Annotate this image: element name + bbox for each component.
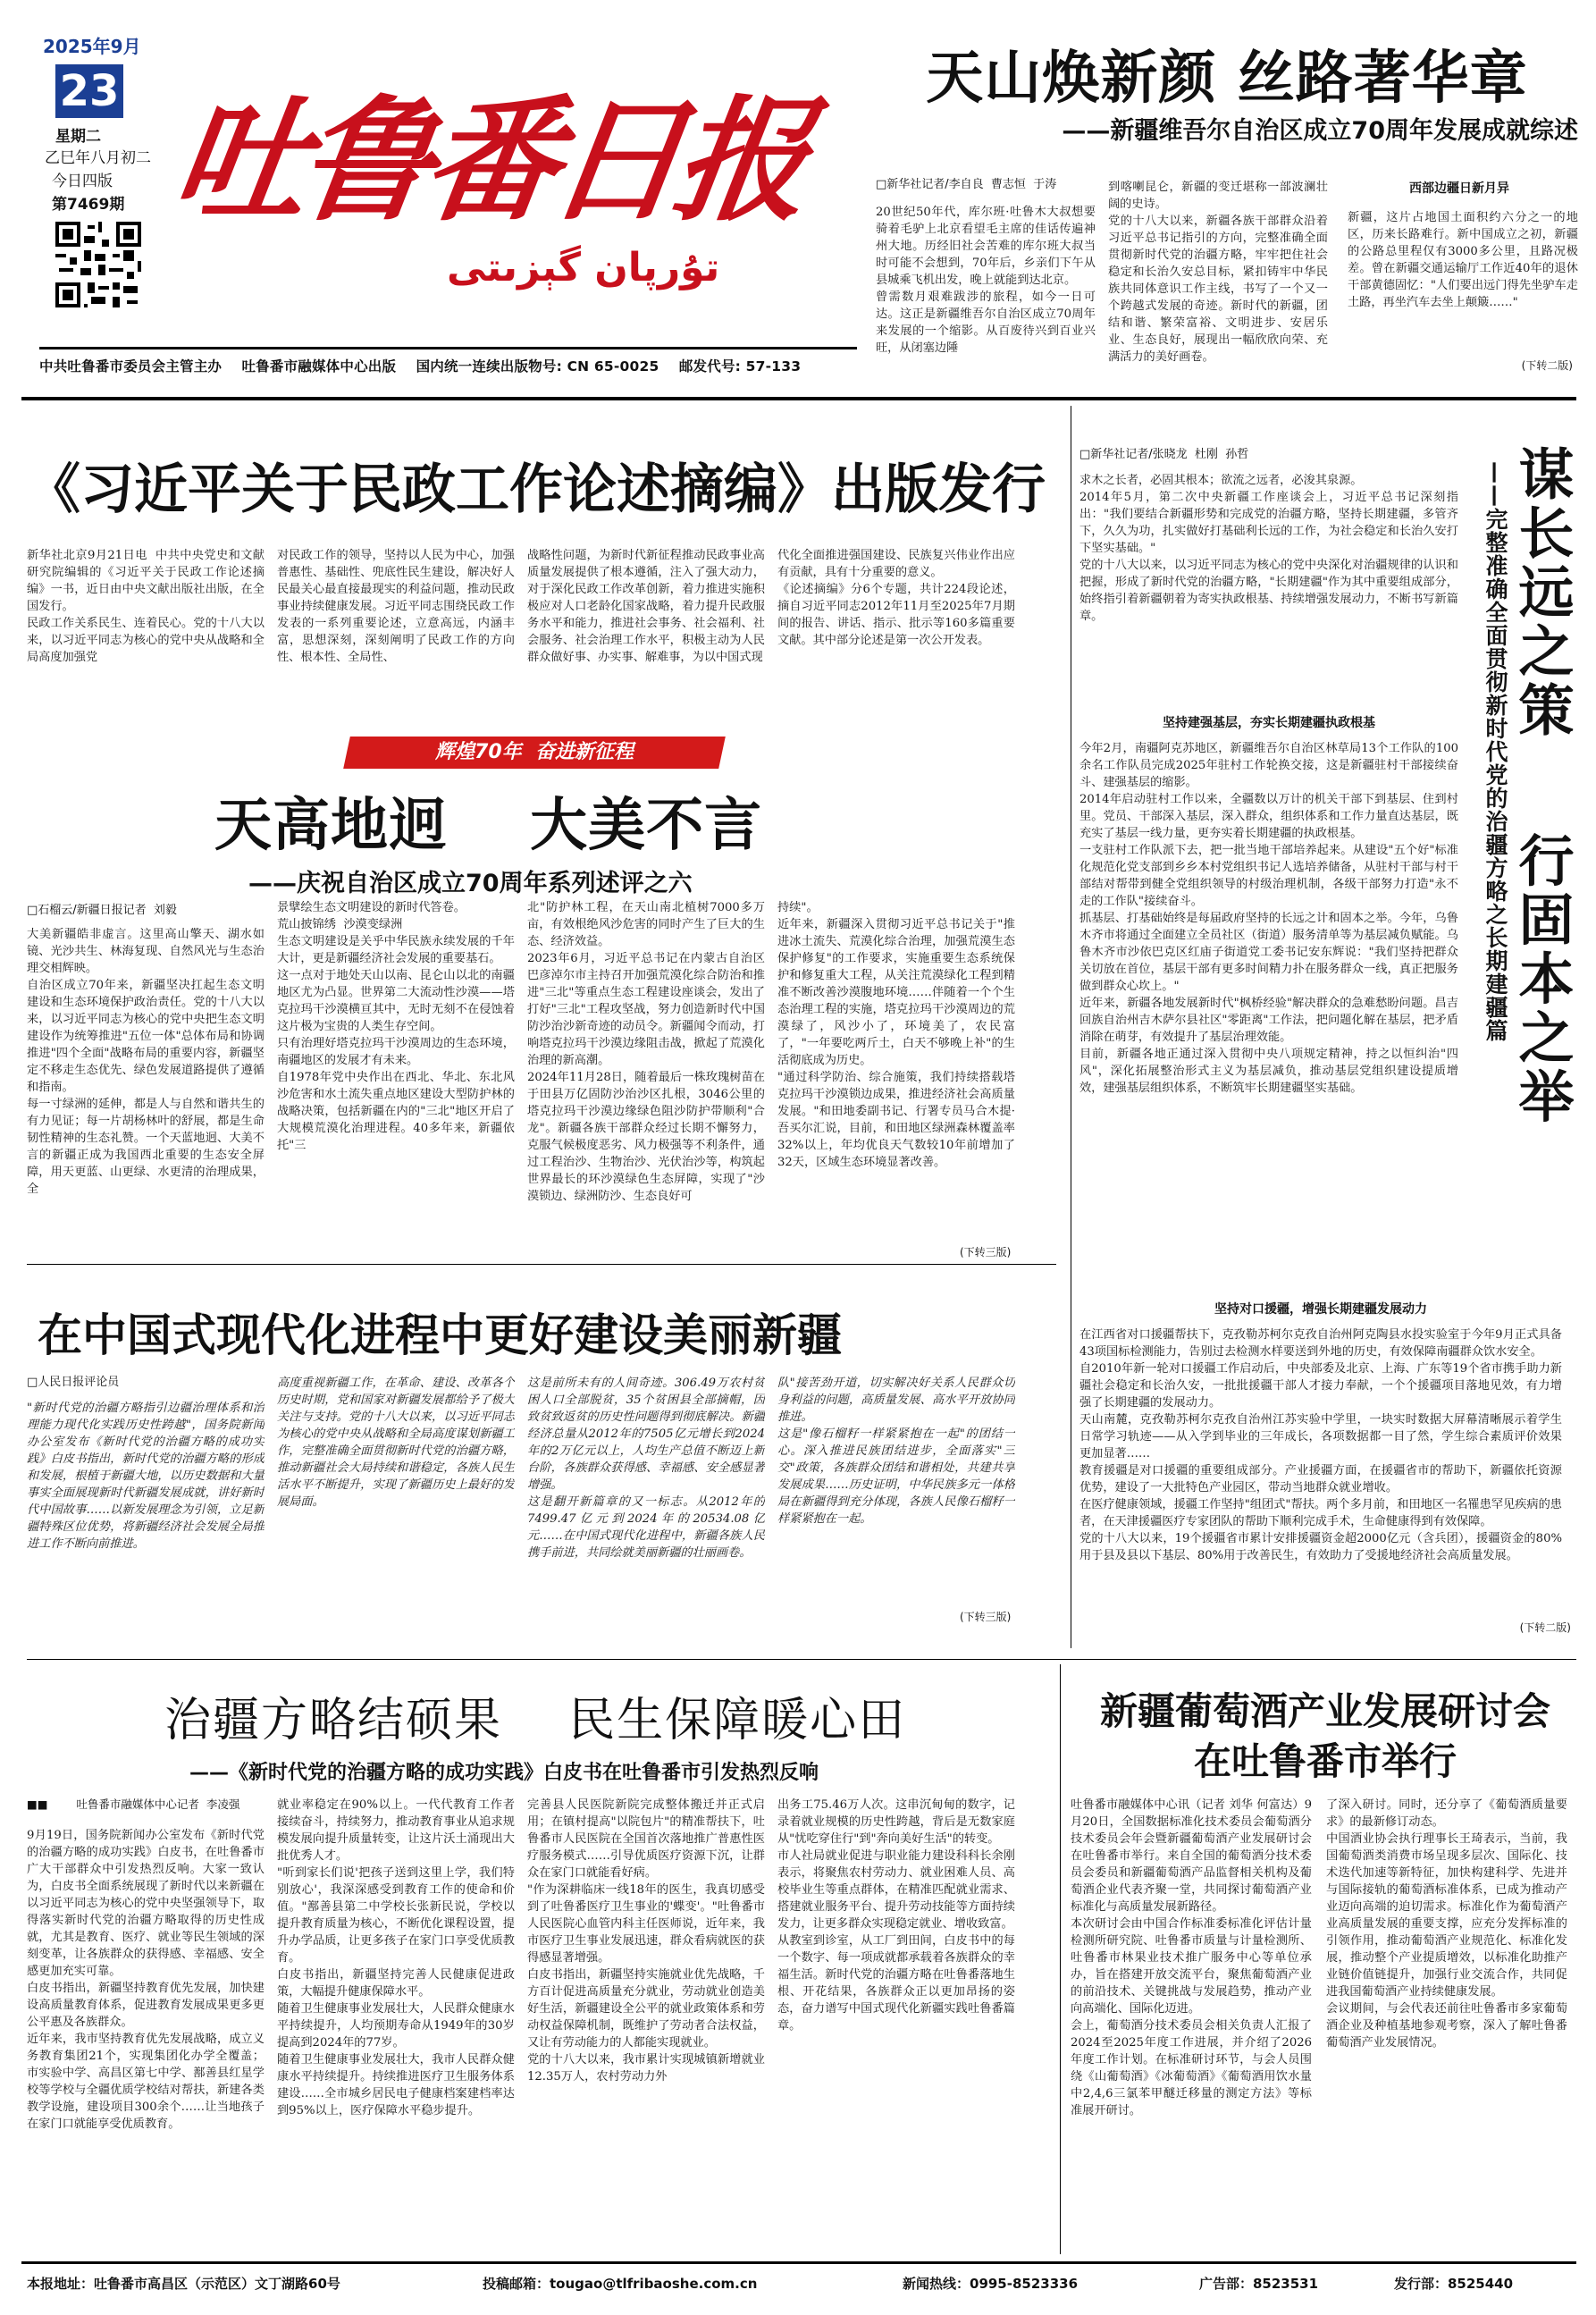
mouchang-byline: □新华社记者/张晓龙 杜刚 孙哲 [1079, 448, 1249, 461]
tiangao-byline: □石榴云/新疆日报记者 刘毅 [27, 904, 177, 917]
tiangao-col2: 景擘绘生态文明建设的新时代答卷。 荒山披锦绣 沙漠变绿洲 生态文明建设是关乎中华民族永续发展的千年大计，更是新疆经济社会发展的重要基石。 这一点对于地处天山以南、昆仑山以北的南疆地区尤为凸显。世界第二大流动性沙漠——塔克拉玛干沙漠横亘其中，无时无刻不在侵蚀着这片极为宝贵的人类生存空间。 只有治理好塔克拉玛干沙漠周边的生态环境，南疆地区的发展才有未来。 自1978年党中央作出在西北、华北、东北风沙危害和水土流失重点地区建设大型防护林的战略决策，包括新疆在内的"三北"地区开启了大规模荒漠化治理进程。40多年来，新疆依托"三 [277, 901, 515, 1152]
zhijiang-story [27, 1664, 1040, 2254]
mouchang-continued: (下转二版) [1519, 1621, 1571, 1634]
xi-story-title: 《习近平关于民政工作论述摘编》出版发行 [27, 459, 1046, 521]
wine-story [1071, 1664, 1580, 2254]
meili-title: 在中国式现代化进程中更好建设美丽新疆 [38, 1309, 842, 1361]
meili-col4: 队"接苦劲开道，切实解决好关系人民群众切身利益的问题，高质量发展、高水平开放协同推进。 这是"像石榴籽一样紧紧抱在一起"的团结一心。深入推进民族团结进步，全面落实"三交"政策，各族群众团结和谐相处，共建共享发展成果……历史证明，中华民族多元一体格局在新疆得到充分体现，各族人民像石榴籽一样紧紧抱在一起。 [777, 1376, 1015, 1526]
mouchang-section2-head: 坚持对口援疆，增强长期建疆发展动力 [1214, 1302, 1427, 1317]
footer-distribution: 发行部：8525440 [1394, 2276, 1514, 2292]
meili-continued: (下转三版) [960, 1611, 1012, 1623]
top-story-col2: 到喀喇昆仑，新疆的变迁堪称一部波澜壮阔的史诗。 党的十八大以来，新疆各族干部群众沿着习近平总书记指引的方向，完整准确全面贯彻新时代党的治疆方略，牢牢把住社会稳定和长治久安总目标，紧扣铸牢中华民族共同体意识工作主线，书写了一个又一个跨越式发展的奇迹。新时代的新疆，团结和谐、繁荣富裕、文明进步、安居乐业、生态良好，展现出一幅欣欣向荣、充满活力的美好画卷。 [1108, 181, 1328, 364]
wine-col2: 了深入研讨。同时，还分享了《葡萄酒质量要求》的最新修订动态。 中国酒业协会执行理事长王琦表示，当前，我国葡萄酒类消费市场呈现多层次、国际化、技术迭代加速等新特征，加快构建科学、先进并与国际接轨的葡萄酒标准体系，已成为推动产业迈向高端的迫切需求。标准化作为葡萄酒产业高质量发展的重要支撑，应充分发挥标准的引领作用，推动葡萄酒产业规范化、标准化发展，推动整个产业提质增效，以标准化助推产业链价值链提升，加强行业交流合作，共同促进我国葡萄酒产业持续健康发展。 会议期间，与会代表还前往吐鲁番市多家葡萄酒企业及种植基地参观考察，深入了解吐鲁番葡萄酒产业发展情况。 [1326, 1798, 1567, 2050]
top-story-continued: (下转二版) [1521, 359, 1573, 372]
xi-story-col3: 战略性问题，为新时代新征程推动民政事业高质量发展提供了根本遵循，注入了强大动力，对于深化民政工作改革创新，着力推进实施积极应对人口老龄化国家战略，着力提升民政服务水平和能力，推进社会事务、社会福利、社会服务、社会治理工作水平，积极主动为人民群众做好事、办实事、解难事，为以中国式现 [527, 549, 765, 664]
rule-above-meili [27, 1264, 1056, 1265]
wine-title-line2: 在吐鲁番市举行 [1193, 1739, 1457, 1783]
banner-text: 辉煌70年 奋进新征程 [435, 741, 634, 763]
mouchang-section2: 在江西省对口援疆帮扶下，克孜勒苏柯尔克孜自治州阿克陶县水投实验室于今年9月正式具备43项国标检测能力，告别过去检测水样要送到外地的历史，有效保障南疆群众饮水安全。 自2010年新一轮对口援疆工作启动后，中央部委及北京、上海、广东等19个省市携手助力新疆社会稳定和长治久安，一批批援疆干部人才接力奉献，一个个援疆项目落地见效，有力增强了长期建疆的发展动力。 天山南麓，克孜勒苏柯尔克孜自治州江苏实验中学里，一块实时数据大屏幕清晰展示着学生日常学习轨迹——从入学到毕业的三年成长，各项数据都一目了然，学生综合素质评价效果更加显著…… 教育援疆是对口援疆的重要组成部分。产业援疆方面，在援疆省市的帮助下，新疆依托资源优势，建设了一大批特色产业园区，带动当地群众就业增收。 在医疗健康领域，援疆工作坚持"组团式"帮扶。两个多月前，和田地区一名罹患罕见疾病的患者，在天津援疆医疗专家团队的帮助下顺利完成手术，生命健康得到有效保障。 党的十八大以来，19个援疆省市累计安排援疆资金超2000亿元（含兵团），援疆资金的80%用于县及县以下基层、80%用于改善民生，有效助力了受援地经济社会高质量发展。 [1079, 1328, 1562, 1562]
publisher-line: 中共吐鲁番市委员会主管主办 吐鲁番市融媒体中心出版 国内统一连续出版物号: CN 65-0025 邮发代号: 57-133 [39, 358, 802, 375]
meili-col3: 这是前所未有的人间奇迹。306.49万农村贫困人口全部脱贫，35个贫困县全部摘帽，因致贫致返贫的历史性问题得到彻底解决。新疆经济总量从2012年的7505亿元增长到2024年的2万亿元以上，人均生产总值不断迈上新台阶，各族群众获得感、幸福感、安全感显著增强。 这是翻开新篇章的又一标志。从2012年的7499.47亿元到2024年的20534.08亿元……在中国式现代化进程中，新疆各族人民携手前进，共同绘就美丽新疆的壮丽画卷。 [527, 1376, 765, 1560]
footer-ad: 广告部：8523531 [1199, 2276, 1319, 2292]
zhijiang-col2: 就业率稳定在90%以上。一代代教育工作者接续奋斗，持续努力，推动教育事业从追求规模发展向提升质量转变，让这片沃土涌现出大批优秀人才。 "听到家长们说'把孩子送到这里上学，我们特别放心'，我深深感受到教育工作的使命和价值。"鄯善县第二中学校长张新民说，学校以提升教育质量为核心，不断优化课程设置，提升办学品质，让更多孩子在家门口享受优质教育。 白皮书指出，新疆坚持完善人民健康促进政策，大幅提升健康保障水平。 随着卫生健康事业发展壮大，人民群众健康水平持续提升，人均预期寿命从1949年的30岁提高到2024年的77岁。 随着卫生健康事业发展壮大，我市人民群众健康水平持续提升。持续推进医疗卫生服务体系建设……全市城乡居民电子健康档案建档率达到95%以上，医疗保障水平稳步提升。 [277, 1798, 515, 2117]
uyghur-name: تۇرپان گېزىتى [447, 245, 720, 290]
zhijiang-subtitle: ——《新时代党的治疆方略的成功实践》白皮书在吐鲁番市引发热烈反响 [189, 1762, 819, 1784]
meili-col2: 高度重视新疆工作，在革命、建设、改革各个历史时期，党和国家对新疆发展都给予了极大关注与支持。党的十八大以来，以习近平同志为核心的党中央从战略和全局高度谋划新疆工作，完整准确全面贯彻新时代党的治疆方略，推动新疆社会大局持续和谐稳定，各族人民生活水平不断提升，实现了新疆历史上最好的发展局面。 [277, 1376, 515, 1509]
qr-code-icon [52, 218, 145, 311]
zhijiang-byline: ■■ 吐鲁番市融媒体中心记者 李凌强 [27, 1797, 240, 1811]
footer-email: 投稿邮箱：tougao@tlfribaoshe.com.cn [483, 2276, 758, 2292]
masthead-rule [39, 347, 857, 349]
mouchang-title: 谋长远之策 行固本之举 [1509, 445, 1575, 1127]
tiangao-col4: 持续"。 近年来，新疆深入贯彻习近平总书记关于"推进冰土流失、荒漠化综合治理，加强荒漠生态保护修复"的工作要求，实施重要生态系统保护和修复重大工程，从关注荒漠绿化工程到精准不断改善沙漠腹地环境……伴随着一个个生态治理工程的实施，塔克拉玛干沙漠周边的荒漠绿了，风沙小了，环境美了，农民富了，"一年要吃两斤土，白天不够晚上补"的生活彻底成为历史。 "通过科学防治、综合施策，我们持续搭载塔克拉玛干沙漠锁边成果，推进经济社会高质量发展。"和田地委副书记、行署专员马合木提·吾买尔汇说，目前，和田地区绿洲森林覆盖率32%以上，年均优良天气数较10年前增加了32天，区域生态环境显著改善。 [777, 901, 1015, 1169]
top-story-byline: □新华社记者/李自良 曹志恒 于涛 [876, 178, 1057, 191]
mouchang-story [1079, 406, 1580, 1648]
lunar-date: 乙巳年八月初二 [45, 149, 151, 167]
xi-story-col4: 代化全面推进强国建设、民族复兴伟业作出应有贡献，具有十分重要的意义。 《论述摘编》分6个专题，共计224段论述，摘自习近平同志2012年11月至2025年7月期间的报告、讲话、指示、批示等160多篇重要文献。其中部分论述是第一次公开发表。 [777, 549, 1015, 647]
date-day: 23 [55, 64, 123, 118]
zhijiang-col3: 完善县人民医院新院完成整体搬迁并正式启用；在镇村提高"以院包片"的精准帮扶下，吐鲁番市人民医院在全国首次落地推广普惠性医疗服务模式……引导优质医疗资源下沉，让群众在家门口就能看好病。 "作为深耕临床一线18年的医生，我真切感受到了吐鲁番医疗卫生事业的'蝶变'。"吐鲁番市人民医院心血管内科主任医师说，近年来，我市医疗卫生事业发展迅速，群众看病就医的获得感显著增强。 白皮书指出，新疆坚持实施就业优先战略，千方百计促进高质量充分就业，劳动就业创造美好生活，新疆建设全公平的就业政策体系和劳动权益保障机制，既维护了劳动者合法权益，又让有劳动能力的人都能实现就业。 党的十八大以来，我市累计实现城镇新增就业12.35万人，农村劳动力外 [527, 1798, 765, 2084]
xi-story-col1: 新华社北京9月21日电 中共中央党史和文献研究院编辑的《习近平关于民政工作论述摘编》一书，近日由中央文献出版社出版，在全国发行。 民政工作关系民生、连着民心。党的十八大以来，以习近平同志为核心的党中央从战略和全局高度加强党 [27, 549, 265, 664]
zhijiang-title: 治疆方略结硕果 民生保障暖心田 [164, 1694, 907, 1747]
tiangao-title: 天高地迥 大美不言 [214, 793, 763, 859]
top-story-col1: 20世纪50年代，库尔班·吐鲁木大叔想要骑着毛驴上北京看望毛主席的佳话传遍神州大地。历经旧社会苦难的库尔班大叔当时可能不会想到，70年后，乡亲们下午从县城乘飞机出发，晚上就能到达北京。 曾需数月艰难跋涉的旅程，如今一日可达。这正是新疆维吾尔自治区成立70周年来发展的一个缩影。从百废待兴到百业兴旺，从闭塞边陲 [876, 206, 1096, 355]
tiangao-subtitle: ——庆祝自治区成立70周年系列述评之六 [248, 870, 693, 897]
top-story-section-head: 西部边疆日新月异 [1409, 181, 1509, 196]
footer-address: 本报地址：吐鲁番市高昌区（示范区）文丁湖路60号 [27, 2276, 340, 2292]
footer-hotline: 新闻热线：0995-8523336 [903, 2276, 1079, 2292]
meili-byline: □人民日报评论员 [27, 1376, 120, 1389]
wine-title-line1: 新疆葡萄酒产业发展研讨会 [1099, 1689, 1550, 1733]
weekday: 星期二 [55, 128, 101, 146]
tiangao-col1: 大美新疆皓非虚言。这里高山擎天、湖水如镜、光沙共生、林海复现、自然风光与生态治理交相辉映。 自治区成立70年来，新疆坚决扛起生态文明建设和生态环境保护政治责任。党的十八大以来，以习近平同志为核心的党中央把生态文明建设作为统筹推进"五位一体"总体布局和协调推进"四个全面"战略布局的重要内容，新疆坚定不移走生态优先、绿色发展道路提供了遵循和指南。 每一寸绿洲的延伸，都是人与自然和谐共生的有力见证；每一片胡杨林叶的舒展，都是生命韧性精神的生态礼赞。一个天蓝地迥、大美不言的新疆正成为我国西北重要的生态安全屏障，用天更蓝、山更绿、水更清的治理成果，全 [27, 928, 265, 1196]
paper-name: 吐鲁番日报 [164, 82, 812, 240]
top-story-subtitle: ——新疆维吾尔自治区成立70周年发展成就综述 [1062, 117, 1578, 145]
page-count: 今日四版 [52, 173, 113, 190]
mouchang-section1: 今年2月，南疆阿克苏地区，新疆维吾尔自治区林草局13个工作队的100余名工作队员完成2025年驻村工作轮换交接，这是新疆驻村干部接续奋斗、建强基层的缩影。 2014年启动驻村工作以来，全疆数以万计的机关干部下到基层、住到村里。党员、干部深入基层，深入群众，组织体系和工作力量直达基层，既充实了基层一线力量，更夯实着长期建疆的执政根基。 一支驻村工作队派下去，把一批当地干部培养起来。从建设"五个好"标准化规范化党支部到乡乡本村党组织书记人选培养储备，从驻村干部与村干部结对帮带到健全党组织领导的村级治理机制，各级干部努力打造"永不走的工作队"接续奋斗。 抓基层、打基础始终是每届政府坚持的长远之计和固本之举。今年，乌鲁木齐市将通过全面建立全员社区（街道）服务清单等为基层减负赋能。乌鲁木齐市沙依巴克区红庙子街道党工委书记安东辉说："我们坚持把群众关切放在首位，基层干部有更多时间精力扑在服务群众一线，真正把服务做到群众心坎上。" 近年来，新疆各地发展新时代"枫桥经验"解决群众的急难愁盼问题。昌吉回族自治州吉木萨尔县社区"零距离"工作法，把问题化解在基层，把矛盾消除在萌芽，有效提升了基层治理效能。 目前，新疆各地正通过深入贯彻中央八项规定精神，持之以恒纠治"四风"，深化拓展整治形式主义为基层减负，推动基层党组织建设提质增效，建强基层组织体系，不断筑牢长期建疆坚实基础。 [1079, 742, 1458, 1095]
rule-above-bottom [27, 1659, 1576, 1660]
meili-col1: "新时代党的治疆方略指引边疆治理体系和治理能力现代化实践历史性跨越"，国务院新闻办公室发布《新时代党的治疆方略的成功实践》白皮书指出，新时代党的治疆方略的形成和发展，根植于新疆大地，以历史数据和大量事实全面展现新时代新疆发展成就，讲好新时代中国故事……以新发展理念为引领，立足新疆特殊区位优势，将新疆经济社会发展全局推进工作不断向前推进。 [27, 1402, 265, 1551]
tiangao-continued: (下转三版) [960, 1246, 1012, 1259]
mouchang-section1-head: 坚持建强基层，夯实长期建疆执政根基 [1163, 716, 1375, 730]
zhijiang-col4: 出务工75.46万人次。这串沉甸甸的数字，记录着就业规模的历史性跨越，背后是无数家庭从"忧吃穿住行"到"奔向美好生活"的转变。 市人社局就业促进与职业能力建设科科长余刚表示，将聚焦农村劳动力、就业困难人员、高校毕业生等重点群体，在精准匹配就业需求、搭建就业服务平台、提升劳动技能等方面持续发力，让更多群众实现稳定就业、增收致富。 从教室到诊室，从工厂到田间，白皮书中的每一个数字、每一项成就都承载着各族群众的幸福生活。新时代党的治疆方略在吐鲁番落地生根、开花结果，各族群众正以更加昂扬的姿态，奋力谱写中国式现代化新疆实践吐鲁番篇章。 [777, 1798, 1015, 2033]
date-month: 2025年9月 [43, 36, 141, 57]
top-story-title: 天山焕新颜 丝路著华章 [926, 46, 1528, 112]
rule-under-masthead [21, 397, 1576, 400]
mouchang-subtitle: ——完整准确全面贯彻新时代党的治疆方略之长期建疆篇 [1483, 461, 1508, 1042]
mouchang-intro: 求木之长者，必固其根本；欲流之远者，必浚其泉源。 2014年5月，第二次中央新疆工作座谈会上，习近平总书记深刻指出："我们要结合新疆形势和完成党的治疆方略，坚持长期建疆，多管齐下，久久为功，扎实做好打基础利长远的工作，为社会稳定和长治久安打下坚实基础。" 党的十八大以来，以习近平同志为核心的党中央深化对治疆规律的认识和把握，形成了新时代党的治疆方略，"长期建疆"作为其中重要组成部分，始终指引着新疆朝着为寄实执政根基、持续增强发展动力，不断书写新篇章。 [1079, 474, 1458, 623]
xi-story-col2: 对民政工作的领导，坚持以人民为中心，加强普惠性、基础性、兜底性民生建设，解决好人民最关心最直接最现实的利益问题，推动民政事业持续健康发展。习近平同志围绕民政工作发表的一系列重要论述，立意高远，内涵丰富，思想深刻，深刻阐明了民政工作的方向性、根本性、全局性、 [277, 549, 515, 664]
wine-col1: 吐鲁番市融媒体中心讯（记者 刘华 何富达）9月20日，全国数据标准化技术委员会葡萄酒分技术委员会年会暨新疆葡萄酒产业发展研讨会在吐鲁番市举行。来自全国的葡萄酒分技术委员会委员和新疆葡萄酒产品监督相关机构及葡萄酒企业代表齐聚一堂，共同探讨葡萄酒产业标准化与高质量发展新路径。 本次研讨会由中国合作标准委标准化评估计量检测所研究院、吐鲁番市质量与计量检测所、吐鲁番市林果业技术推广服务中心等单位承办，旨在搭建开放交流平台，聚焦葡萄酒产业的前沿技术、关键挑战与发展趋势，推动产业向高端化、国际化迈进。 会上，葡萄酒分技术委员会相关负责人汇报了2024至2025年度工作进展，并介绍了2026年度工作计划。在标准研讨环节，与会人员围绕《山葡萄酒》《冰葡萄酒》《葡萄酒用饮水量中2,4,6三氯苯甲醚迁移量的测定方法》等标准展开研讨。 [1071, 1798, 1312, 2117]
zhijiang-col1: 9月19日，国务院新闻办公室发布《新时代党的治疆方略的成功实践》白皮书，在吐鲁番市广大干部群众中引发热烈反响。大家一致认为，白皮书全面系统展现了新时代以来新疆在以习近平同志为核心的党中央坚强领导下，取得落实新时代党的治疆方略取得的历史性成就，尤其是教育、医疗、就业等民生领域的深刻变革，让各族群众的获得感、幸福感、安全感更加充实可靠。 白皮书指出，新疆坚持教育优先发展，加快建设高质量教育体系，促进教育发展成果更多更公平惠及各族群众。 近年来，我市坚持教育优先发展战略，成立义务教育集团21个，实现集团化办学全覆盖；市实验中学、高昌区第七中学、鄯善县红星学校等学校与全疆优质学校结对帮扶，新建各类教学设施，建设项目300余个……让当地孩子在家门口就能享受优质教育。 [27, 1829, 265, 2131]
footer-rule [21, 2261, 1576, 2264]
tiangao-col3: 北"防护林工程，在天山南北植树7000多万亩，有效根绝风沙危害的同时产生了巨大的生态、经济效益。 2023年6月，习近平总书记在内蒙古自治区巴彦淖尔市主持召开加强荒漠化综合防治和推进"三北"等重点生态工程建设座谈会，发出了打好"三北"工程攻坚战，努力创造新时代中国防沙治沙新奇迹的动员令。新疆闻令而动，打响塔克拉玛干沙漠边缘阻击战，掀起了荒漠化治理的新高潮。 2024年11月28日，随着最后一株玫瑰树苗在于田县万亿固防沙治沙区扎根，3046公里的塔克拉玛干沙漠边缘绿色阻沙防护带顺利"合龙"。新疆各族干部群众经过长期不懈努力，克服气候极度恶劣、风力极强等不利条件，通过工程治沙、生物治沙、光伏治沙等，构筑起世界最长的环沙漠绿色生态屏障，实现了"沙漠锁边、绿洲防沙、生态良好可 [527, 901, 765, 1203]
issue-number: 第7469期 [52, 196, 125, 214]
top-story [876, 0, 1578, 393]
top-story-col3: 新疆，这片占地国土面积约六分之一的地区，历来长路难行。新中国成立之初，新疆的公路总里程仅有3000多公里，且路况极差。曾在新疆交通运输厅工作近40年的退休干部黄德固忆："人们要出远门得先坐驴车走土路，再坐汽车去坐上颠簸……" [1348, 211, 1578, 309]
divider-vertical-lower [1060, 1664, 1061, 2254]
